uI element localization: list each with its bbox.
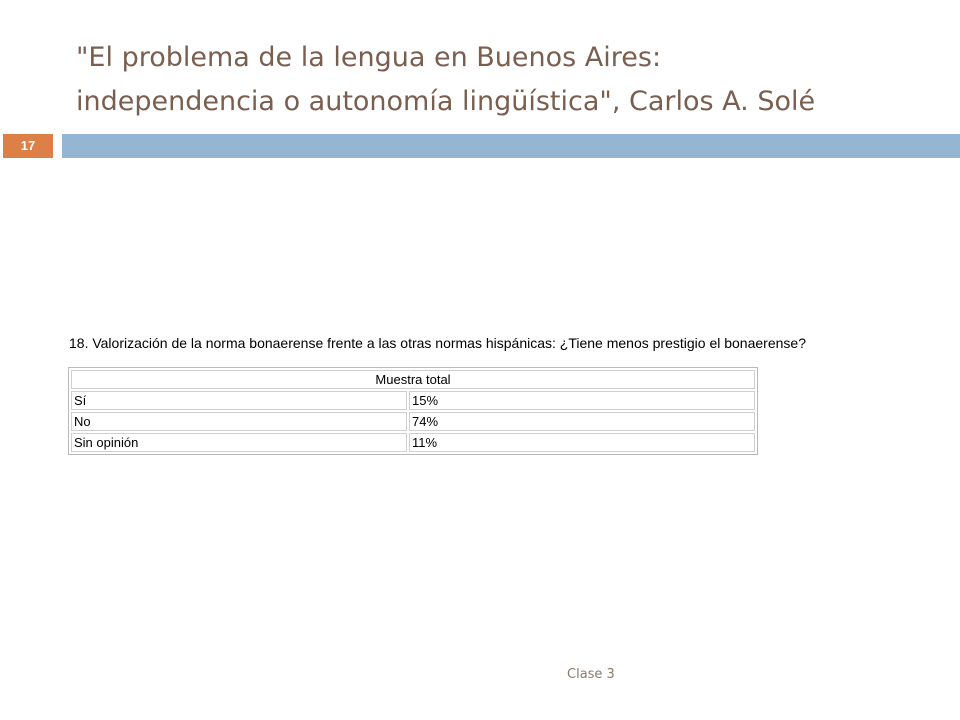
table-row — [71, 433, 755, 452]
row-value: 74% — [409, 412, 755, 431]
survey-results-table — [68, 367, 758, 455]
table-header-sample: Muestra total — [71, 370, 755, 389]
row-label: Sí — [71, 391, 407, 410]
table-header-row — [71, 370, 755, 389]
survey-question: 18. Valorización de la norma bonaerense frente a las otras normas hispánicas: ¿Tiene menos prestigio el bonaerense? — [69, 335, 806, 351]
slide-title-line-2: independencia o autonomía lingüística", Carlos A. Solé — [76, 86, 816, 117]
row-value: 15% — [409, 391, 755, 410]
slide-number-badge: 17 — [3, 134, 53, 158]
title-accent-band — [62, 134, 960, 158]
slide-title-line-1: "El problema de la lengua en Buenos Aires: — [76, 42, 662, 73]
row-value: 11% — [409, 433, 755, 452]
table-row — [71, 412, 755, 431]
slide-title — [76, 36, 936, 124]
row-label: No — [71, 412, 407, 431]
table-row — [71, 391, 755, 410]
row-label: Sin opinión — [71, 433, 407, 452]
slide-footer: Clase 3 — [567, 667, 615, 682]
